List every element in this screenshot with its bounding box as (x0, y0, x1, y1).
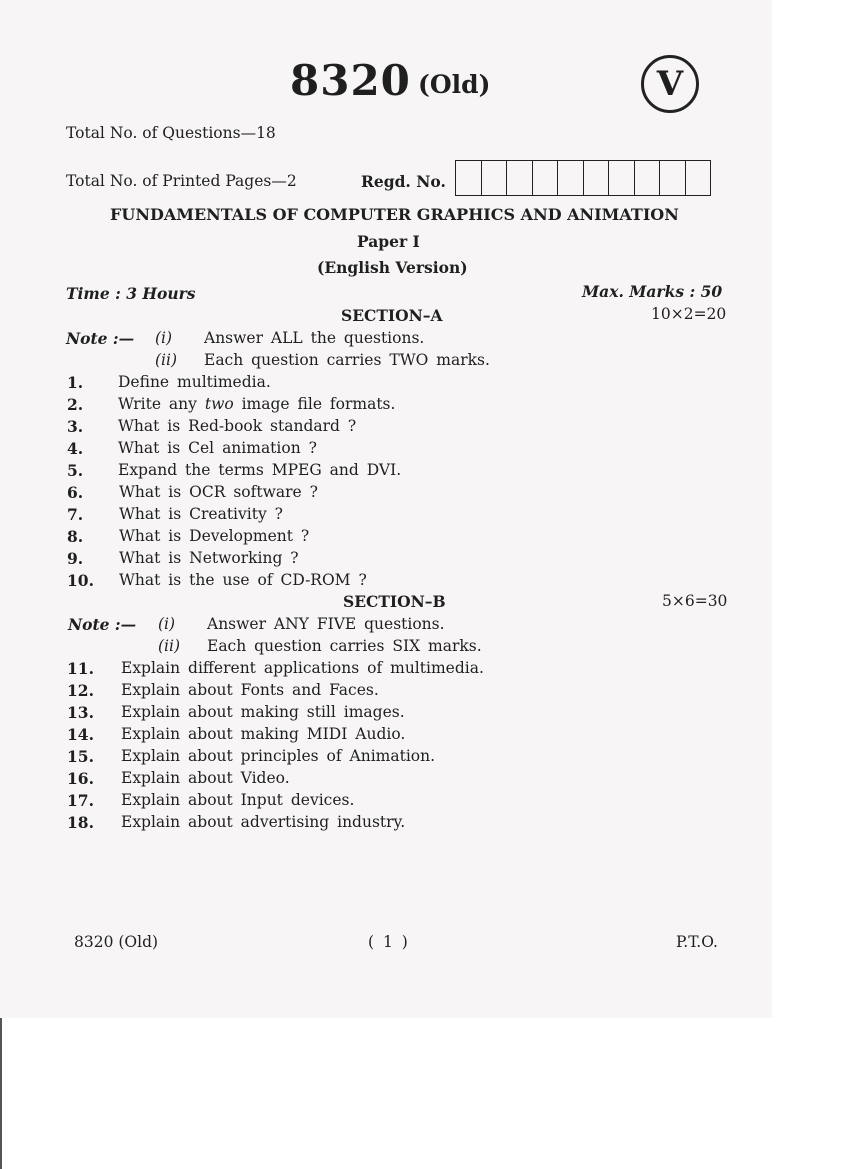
note-text: Each question carries SIX marks. (207, 637, 482, 655)
question-text: What is the use of CD-ROM ? (119, 571, 367, 589)
question-number: 4. (67, 439, 84, 458)
question-text: What is Creativity ? (119, 505, 283, 523)
question-number: 1. (67, 373, 84, 392)
paper-number: Paper I (357, 232, 420, 251)
total-pages: Total No. of Printed Pages—2 (66, 172, 297, 190)
question-text: Explain about advertising industry. (121, 813, 406, 831)
paper-variant: (Old) (418, 70, 491, 99)
footer-pto: P.T.O. (676, 933, 718, 951)
section-a-heading: SECTION–A (341, 306, 443, 325)
question-number: 6. (67, 483, 84, 502)
note-text: Answer ANY FIVE questions. (207, 615, 445, 633)
question-text: Explain about making still images. (121, 703, 405, 721)
question-text: Explain different applications of multimedia. (121, 659, 484, 677)
question-text: What is Development ? (119, 527, 310, 545)
max-marks: Max. Marks : 50 (582, 282, 723, 301)
question-text: What is OCR software ? (119, 483, 318, 501)
question-number: 2. (67, 395, 84, 414)
note-marker: (i) (155, 329, 173, 347)
question-number: 13. (67, 703, 94, 722)
question-text: What is Red-book standard ? (118, 417, 357, 435)
footer-page-number: ( 1 ) (368, 933, 408, 951)
total-questions: Total No. of Questions—18 (66, 124, 276, 142)
note-text: Answer ALL the questions. (204, 329, 425, 347)
question-number: 9. (67, 549, 84, 568)
note-marker: (ii) (155, 351, 178, 369)
paper-code: 8320 (290, 56, 411, 105)
section-b-marks: 5×6=30 (662, 592, 728, 610)
question-text: Expand the terms MPEG and DVI. (118, 461, 402, 479)
question-text: What is Networking ? (119, 549, 299, 567)
question-text: Define multimedia. (118, 373, 271, 391)
section-b-note-label: Note :— (68, 615, 137, 634)
question-number: 15. (67, 747, 94, 766)
section-a-marks: 10×2=20 (651, 305, 727, 323)
question-text: Explain about making MIDI Audio. (121, 725, 406, 743)
scan-edge-line (0, 1018, 2, 1169)
question-text: Explain about Fonts and Faces. (121, 681, 379, 699)
section-a-note-label: Note :— (66, 329, 135, 348)
section-b-heading: SECTION–B (343, 592, 446, 611)
question-number: 10. (67, 571, 94, 590)
question-text: What is Cel animation ? (118, 439, 317, 457)
version-circle-badge: V (641, 55, 699, 113)
question-number: 5. (67, 461, 84, 480)
question-number: 17. (67, 791, 94, 810)
question-text: Explain about Video. (121, 769, 290, 787)
footer-paper-code: 8320 (Old) (74, 933, 159, 951)
question-number: 12. (67, 681, 94, 700)
question-number: 14. (67, 725, 94, 744)
regd-no-label: Regd. No. (361, 172, 446, 191)
time-allowed: Time : 3 Hours (66, 284, 196, 303)
question-number: 3. (67, 417, 84, 436)
question-number: 8. (67, 527, 84, 546)
note-marker: (i) (158, 615, 176, 633)
question-number: 16. (67, 769, 94, 788)
note-text: Each question carries TWO marks. (204, 351, 490, 369)
question-number: 7. (67, 505, 84, 524)
question-number: 11. (67, 659, 94, 678)
regd-no-boxes[interactable] (455, 160, 711, 196)
version-label: (English Version) (317, 258, 468, 277)
question-text: Write any two image file formats. (118, 395, 396, 413)
question-text: Explain about Input devices. (121, 791, 355, 809)
note-marker: (ii) (158, 637, 181, 655)
exam-title: FUNDAMENTALS OF COMPUTER GRAPHICS AND ANIMATION (110, 205, 679, 224)
question-text: Explain about principles of Animation. (121, 747, 436, 765)
question-number: 18. (67, 813, 94, 832)
